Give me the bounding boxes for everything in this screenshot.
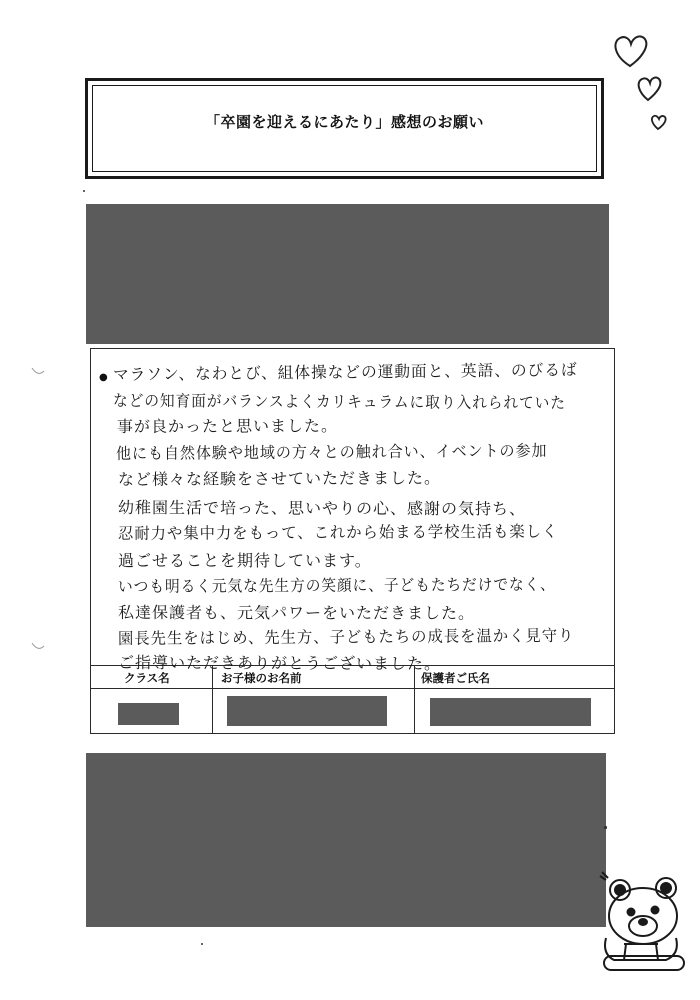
redacted-upper-block xyxy=(86,204,609,344)
redacted-child-name xyxy=(227,696,387,726)
comment-line: 私達保護者も、元気パワーをいただきました。 xyxy=(117,603,476,623)
bullet-mark: ● xyxy=(99,372,108,383)
heart-icon xyxy=(608,28,688,138)
scan-speck xyxy=(604,826,607,829)
form-title-box xyxy=(85,78,604,179)
redacted-guardian-name xyxy=(430,698,591,726)
comment-line: 忍耐力や集中力をもって、これから始まる学校生活も楽しく xyxy=(117,521,559,543)
punch-hole-icon xyxy=(30,640,46,656)
punch-hole-icon xyxy=(30,365,46,381)
teddy-bear-icon xyxy=(596,868,696,974)
table-column-divider xyxy=(414,666,415,733)
scan-speck xyxy=(201,943,203,945)
header-class-name: クラス名 xyxy=(124,671,170,685)
table-column-divider xyxy=(212,666,213,733)
comment-line: ご指導いただきありがとうございました。 xyxy=(117,653,442,674)
comment-line: 過ごせることを期待しています。 xyxy=(118,551,372,570)
form-title: 「卒園を迎えるにあたり」感想のお願い xyxy=(204,113,484,131)
scan-speck xyxy=(83,190,85,192)
form-title-inner-frame xyxy=(92,85,597,172)
table-header-divider xyxy=(91,688,614,689)
header-guardian-name: 保護者ご氏名 xyxy=(421,671,490,685)
redacted-class-name xyxy=(118,703,179,725)
comment-line: 幼稚園生活で培った、思いやりの心、感謝の気持ち、 xyxy=(117,498,527,519)
comment-line: などの知育面がバランスよくカリキュラムに取り入れられていた xyxy=(112,391,567,413)
comment-line: など様々な経験をさせていただきました。 xyxy=(117,468,442,489)
comment-line: マラソン、なわとび、組体操などの運動面と、英語、のびるば xyxy=(112,360,578,384)
redacted-lower-block xyxy=(86,753,606,927)
comment-line: 園長先生をはじめ、先生方、子どもたちの成長を温かく見守り xyxy=(117,625,575,648)
header-child-name: お子様のお名前 xyxy=(221,671,302,685)
comment-line: いつも明るく元気な先生方の笑顔に、子どもたちだけでなく、 xyxy=(117,574,556,596)
comment-line: 他にも自然体験や地域の方々との触れ合い、イベントの参加 xyxy=(115,440,548,463)
comment-line: 事が良かったと思いました。 xyxy=(116,416,339,436)
